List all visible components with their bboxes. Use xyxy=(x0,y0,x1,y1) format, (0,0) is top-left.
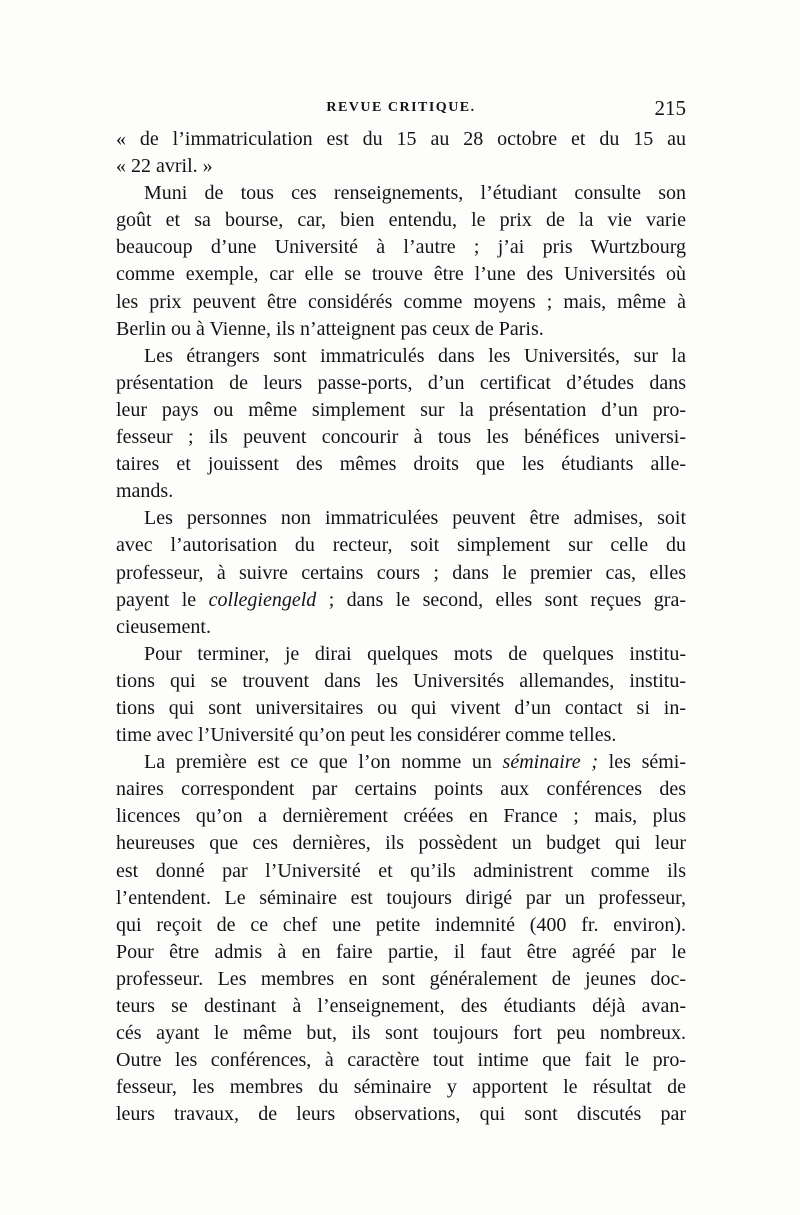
running-title: REVUE CRITIQUE. xyxy=(326,100,476,115)
text-line: Outre les conférences, à caractère tout intime que fait le pro- xyxy=(116,1049,686,1072)
text-line: leurs travaux, de leurs observations, qui sont discutés par xyxy=(116,1103,686,1126)
text-line: cieusement. xyxy=(116,615,211,638)
text-line: licences qu’on a dernièrement créées en France ; mais, plus xyxy=(116,805,686,828)
text-line: La première est ce que l’on nomme un séminaire ; les sémi- xyxy=(144,751,686,774)
text-line: est donné par l’Université et qu’ils administrent comme ils xyxy=(116,859,686,882)
text-line: tions qui se trouvent dans les Universités allemandes, institu- xyxy=(116,669,686,692)
text-line: leur pays ou même simplement sur la présentation d’un pro- xyxy=(116,398,686,421)
text-line: avec l’autorisation du recteur, soit simplement sur celle du xyxy=(116,534,686,557)
text-line: Pour terminer, je dirai quelques mots de quelques institu- xyxy=(144,642,686,665)
text-line: time avec l’Université qu’on peut les considérer comme telles. xyxy=(116,724,617,747)
text-line: cés ayant le même but, ils sont toujours fort peu nombreux. xyxy=(116,1022,686,1045)
text-line: teurs se destinant à l’enseignement, des étudiants déjà avan- xyxy=(116,995,686,1017)
text-line: payent le collegiengeld ; dans le second, elles sont reçues gra- xyxy=(116,588,686,611)
text-line: professeur. Les membres en sont généralement de jeunes doc- xyxy=(116,967,686,990)
text-line: l’entendent. Le séminaire est toujours dirigé par un professeur, xyxy=(116,886,686,909)
text-line: professeur, à suivre certains cours ; dans le premier cas, elles xyxy=(116,561,686,584)
text-line: « de l’immatriculation est du 15 au 28 octobre et du 15 au xyxy=(116,128,686,150)
text-line: Muni de tous ces renseignements, l’étudiant consulte son xyxy=(144,182,686,205)
text-line: « 22 avril. » xyxy=(116,155,213,178)
text-line: mands. xyxy=(116,480,174,503)
body-text xyxy=(116,126,686,1128)
text-line: taires et jouissent des mêmes droits que les étudiants alle- xyxy=(116,453,686,476)
text-line: heureuses que ces dernières, ils possèdent un budget qui leur xyxy=(116,832,686,855)
text-line: beaucoup d’une Université à l’autre ; j’ai pris Wurtzbourg xyxy=(116,236,686,259)
text-line: comme exemple, car elle se trouve être l’une des Universités où xyxy=(116,263,686,286)
text-line: tions qui sont universitaires ou qui vivent d’un contact si in- xyxy=(116,696,686,719)
text-line: fesseur ; ils peuvent concourir à tous les bénéfices universi- xyxy=(116,426,686,449)
text-line: Les étrangers sont immatriculés dans les Universités, sur la xyxy=(144,344,686,367)
page-number: 215 xyxy=(654,96,686,120)
text-line: fesseur, les membres du séminaire y apportent le résultat de xyxy=(116,1076,686,1099)
text-line: présentation de leurs passe-ports, d’un certificat d’études dans xyxy=(116,371,686,394)
text-line: naires correspondent par certains points aux conférences des xyxy=(116,778,686,801)
text-line: Pour être admis à en faire partie, il faut être agréé par le xyxy=(116,940,686,963)
text-line: les prix peuvent être considérés comme moyens ; mais, même à xyxy=(116,290,686,313)
running-head xyxy=(116,96,686,126)
text-line: Berlin ou à Vienne, ils n’atteignent pas ceux de Paris. xyxy=(116,317,544,340)
text-line: Les personnes non immatriculées peuvent être admises, soit xyxy=(144,507,686,530)
text-line: qui reçoit de ce chef une petite indemnité (400 fr. environ). xyxy=(116,913,686,936)
italic-term: séminaire ; xyxy=(502,751,599,774)
text-line: goût et sa bourse, car, bien entendu, le prix de la vie varie xyxy=(116,209,686,232)
italic-term: collegiengeld xyxy=(208,588,317,611)
